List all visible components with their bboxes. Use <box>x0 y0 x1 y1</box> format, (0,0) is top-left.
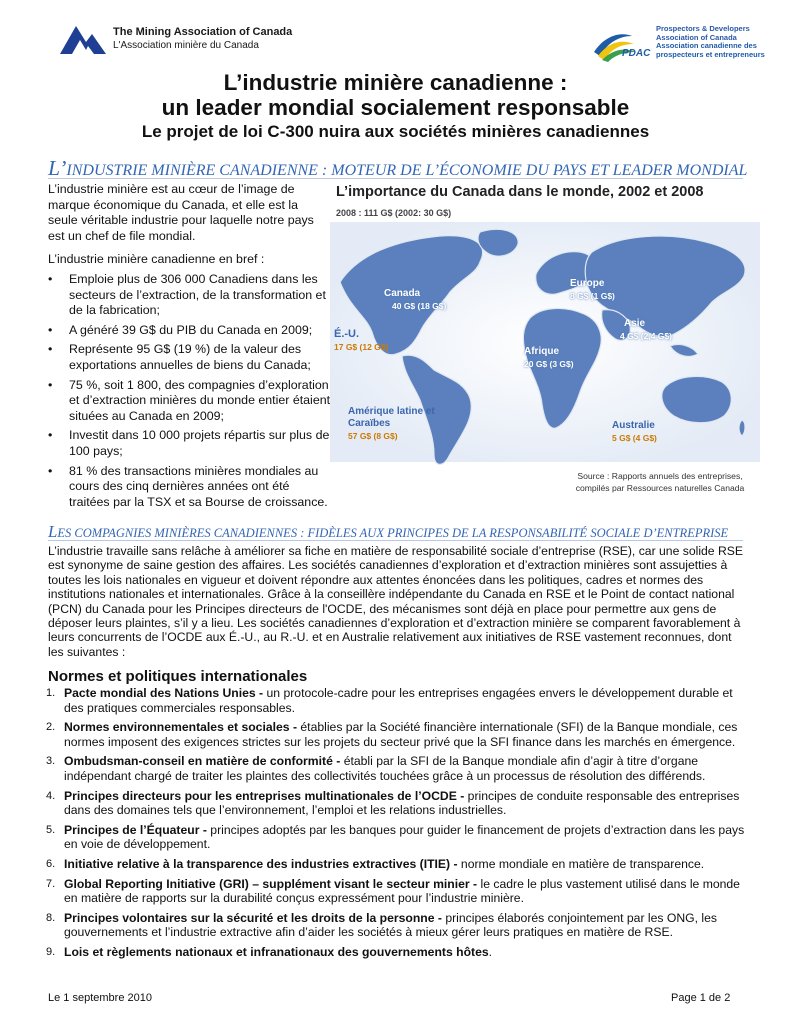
norm-number: 8. <box>46 911 56 924</box>
norm-name: Normes environnementales et sociales - <box>64 720 298 735</box>
fact-item: • A généré 39 G$ du PIB du Canada en 2009; <box>48 323 331 339</box>
facts-list <box>48 272 331 510</box>
fact-item: • Emploie plus de 306 000 Canadiens dans les secteurs de l’extraction, de la transformation et de la fabrication; <box>48 272 331 319</box>
brief-title: L’industrie minière canadienne en bref : <box>48 252 265 267</box>
pdac-logo <box>592 26 654 62</box>
pdac-name <box>656 25 765 59</box>
norm-item <box>38 720 750 749</box>
page-title-line2: un leader mondial socialement responsable <box>161 95 630 120</box>
region-value: 57 G$ (8 G$) <box>348 431 398 441</box>
region-name: Asie <box>624 318 646 329</box>
map-label-canada <box>384 288 446 312</box>
pdac-line: Association of Canada <box>656 32 737 42</box>
norm-item <box>38 945 750 960</box>
norm-name: Principes directeurs pour les entreprises multinationales de l’OCDE - <box>64 788 465 803</box>
region-name: Canada <box>384 288 421 299</box>
map-source <box>560 470 760 494</box>
norm-number: 5. <box>46 823 56 836</box>
norms-list <box>38 686 750 965</box>
norm-number: 7. <box>46 877 56 890</box>
intro-column <box>48 182 331 514</box>
norm-number: 9. <box>46 945 56 958</box>
pdac-line: prospecteurs et entrepreneurs <box>656 49 765 59</box>
norm-name: Global Reporting Initiative (GRI) – supplément visant le secteur minier - <box>64 876 478 891</box>
norm-item <box>38 823 750 852</box>
map-label-usa <box>334 328 388 353</box>
map-label-europe <box>570 278 615 302</box>
mac-name-en: The Mining Association of Canada <box>113 26 293 38</box>
norm-number: 3. <box>46 755 56 768</box>
fact-item: • 75 %, soit 1 800, des compagnies d’exploration et d’extraction minières du monde entier étaient situées au Canada en 2009; <box>48 378 331 425</box>
norm-item <box>38 911 750 940</box>
norm-name: Initiative relative à la transparence des industries extractives (ITIE) - <box>64 856 458 871</box>
fact-item: • 81 % des transactions minières mondiales au cours des cinq dernières années ont été traitées par la TSX et sa Bourse de croissance. <box>48 464 331 511</box>
region-value: 17 G$ (12 G$) <box>334 342 389 352</box>
norm-number: 4. <box>46 789 56 802</box>
map-label-asia <box>620 318 672 342</box>
norm-item <box>38 877 750 906</box>
norm-desc: principes élaborés conjointement par les ONG, les gouvernements et l’industrie extractive afin d’aider les sociétés à mieux gérer leurs pratiques en matière de RSE. <box>64 910 717 940</box>
norm-name: Ombudsman-conseil en matière de conformité - <box>64 754 341 769</box>
norm-number: 2. <box>46 721 56 734</box>
region-name: Europe <box>570 278 605 289</box>
section1-heading-initial: L’ <box>48 156 67 180</box>
norm-name: Principes volontaires sur la sécurité et les droits de la personne - <box>64 910 442 925</box>
map-label-latin-america <box>348 406 448 442</box>
region-value: 20 G$ (3 G$) <box>524 359 574 369</box>
norm-desc: établies par la Société financière internationale (SFI) de la Banque mondiale, ces normes imposent des exigences strictes sur les projets du secteur privé que la SFI finance dans les marchés en émergence. <box>64 720 738 749</box>
norm-item <box>38 754 750 783</box>
section1-heading-text: INDUSTRIE MINIÈRE CANADIENNE : MOTEUR DE L’ÉCONOMIE DU PAYS ET LEADER MONDIAL <box>66 162 748 179</box>
norm-name: Pacte mondial des Nations Unies - <box>64 686 264 700</box>
norm-number: 1. <box>46 687 56 699</box>
section1-heading <box>48 156 748 180</box>
world-map <box>330 222 760 480</box>
map-label-africa <box>524 346 574 370</box>
norm-name: Principes de l’Équateur - <box>64 822 207 837</box>
map-total: 2008 : 111 G$ (2002: 30 G$) <box>336 208 452 218</box>
region-name: Australie <box>612 420 655 431</box>
page-title-line1: L’industrie minière canadienne : <box>223 70 568 95</box>
norm-desc: établi par la SFI de la Banque mondiale afin d’agir à titre d’organe indépendant chargé de traiter les plaintes des collectivités touchées grâce à un processus de résolution des différends. <box>64 754 706 783</box>
norm-desc: un protocole-cadre pour les entreprises engagées envers le développement durable et des pratiques commerciales responsables. <box>64 686 733 715</box>
csr-paragraph: L’industrie travaille sans relâche à améliorer sa fiche en matière de responsabilité sociale d’entreprise (RSE), car une solide RSE est synonyme de saine gestion des affaires. Les sociétés canadiennes d’exploration et d’extraction minières sont assujetties à toutes les lois nationales en vigueur et doivent répondre aux attentes énoncées dans les politiques, cadres et normes des institutions nationales et internationales. Grâce à la conseillère indépendante du Canada en RSE et le Point de contact national (PCN) du Canada pour les Principes directeurs de l'OCDE, des mécanismes sont déjà en place pour permettre aux gens de déposer leurs plaintes, s’il y a lieu. Les sociétés canadiennes d’exploration et d’extraction minière se comparent favorablement à leurs concurrents de l’OCDE aux É.-U., au R.-U. et en Australie relativement aux initiatives de RSE vastement reconnues, dont les suivantes : <box>48 544 744 659</box>
mac-name <box>113 26 292 52</box>
mac-logo <box>58 22 108 56</box>
norms-heading: Normes et politiques internationales <box>48 668 308 685</box>
norm-desc: principes de conduite responsable des entreprises dans des domaines tels que l’environnement, l’emploi et les relations industrielles. <box>64 788 740 818</box>
fact-item: • Investit dans 10 000 projets répartis sur plus de 100 pays; <box>48 428 331 459</box>
fact-item: • Représente 95 G$ (19 %) de la valeur des exportations annuelles de biens du Canada; <box>48 342 331 373</box>
norm-item <box>38 686 750 715</box>
map-source-line: compilés par Ressources naturelles Canada <box>575 483 745 493</box>
region-value: 8 G$ (1 G$) <box>570 291 615 301</box>
norm-item <box>38 789 750 818</box>
norm-desc: . <box>488 944 493 959</box>
norm-desc: principes adoptés par les banques pour guider le financement de projets d’extraction dans les pays en voie de développement. <box>64 822 745 852</box>
mac-name-fr: L'Association minière du Canada <box>113 40 259 51</box>
footer-page-number: Page 1 de 2 <box>671 992 731 1004</box>
intro-paragraph: L’industrie minière est au cœur de l’image de marque économique du Canada, et elle est la seule véritable industrie pour laquelle notre pays est un chef de file mondial. <box>48 182 314 243</box>
section2-heading-initial: L <box>48 522 58 541</box>
region-name: É.-U. <box>334 328 360 340</box>
norm-item <box>38 857 750 872</box>
norm-name: Lois et règlements nationaux et infranationaux des gouvernements hôtes <box>64 944 489 959</box>
map-label-australia <box>612 420 657 444</box>
footer-date: Le 1 septembre 2010 <box>48 992 152 1004</box>
page-subtitle: Le projet de loi C-300 nuira aux sociétés minières canadiennes <box>141 122 650 141</box>
norm-number: 6. <box>46 857 56 870</box>
region-value: 5 G$ (4 G$) <box>612 433 657 443</box>
pdac-line: Prospectors & Developers <box>656 24 750 33</box>
map-title: L’importance du Canada dans le monde, 2002 et 2008 <box>336 184 704 200</box>
norm-desc: norme mondiale en matière de transparence. <box>457 856 705 871</box>
region-value: 4 G$ (2,4 G$) <box>620 331 672 341</box>
region-name: Amérique latine et Caraïbes <box>348 406 435 429</box>
region-name: Afrique <box>524 346 559 357</box>
norm-desc: le cadre le plus vastement utilisé dans le monde en matière de rapports sur la durabilité conçus expressément pour l’industrie minière. <box>64 876 740 906</box>
section2-heading-text: ES COMPAGNIES MINIÈRES CANADIENNES : FIDÈLES AUX PRINCIPES DE LA RESPONSABILITÉ SOCIALE D’ENTREPRISE <box>57 526 729 540</box>
region-value: 40 G$ (18 G$) <box>392 301 447 311</box>
section2-heading <box>48 522 743 541</box>
map-source-line: Source : Rapports annuels des entreprises, <box>577 471 743 481</box>
pdac-line: Association canadienne des <box>656 41 757 51</box>
pdac-abbr: PDAC <box>622 48 651 59</box>
